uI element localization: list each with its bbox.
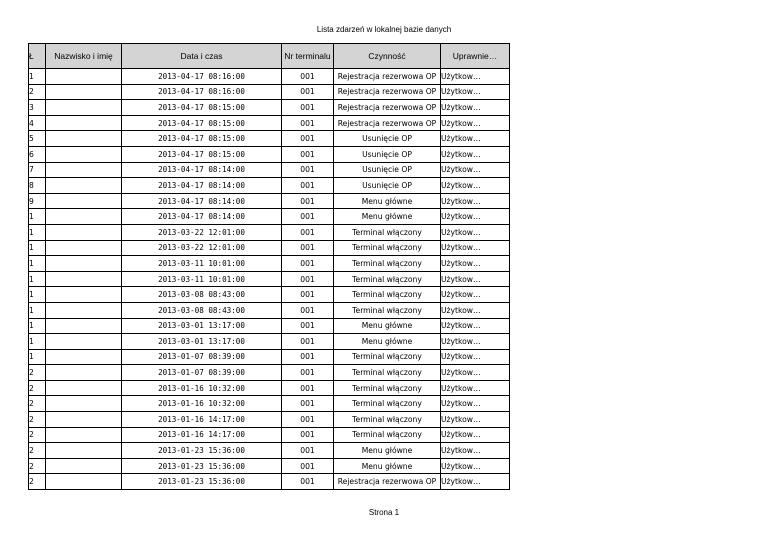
cell-permission: Użytkow…: [441, 458, 510, 474]
cell-id: 2: [29, 458, 46, 474]
cell-permission: Użytkow…: [441, 443, 510, 459]
cell-name: [46, 131, 122, 147]
cell-permission: Użytkow…: [441, 162, 510, 178]
column-header-datetime: Data i czas: [122, 44, 282, 69]
cell-action: Terminal włączony: [334, 349, 441, 365]
cell-terminal: 001: [282, 69, 334, 85]
table-row: [29, 209, 510, 225]
cell-datetime: 2013-04-17 08:15:00: [122, 131, 282, 147]
table-row: [29, 240, 510, 256]
cell-datetime: 2013-01-07 08:39:00: [122, 365, 282, 381]
cell-terminal: 001: [282, 365, 334, 381]
table-header-row: [29, 44, 510, 69]
cell-name: [46, 287, 122, 303]
cell-terminal: 001: [282, 334, 334, 350]
cell-name: [46, 318, 122, 334]
table-row: [29, 115, 510, 131]
events-table: [28, 43, 510, 490]
cell-name: [46, 115, 122, 131]
cell-action: Menu główne: [334, 209, 441, 225]
cell-name: [46, 224, 122, 240]
cell-permission: Użytkow…: [441, 146, 510, 162]
cell-permission: Użytkow…: [441, 178, 510, 194]
cell-datetime: 2013-04-17 08:15:00: [122, 100, 282, 116]
cell-datetime: 2013-04-17 08:15:00: [122, 146, 282, 162]
table-row: [29, 474, 510, 490]
cell-permission: Użytkow…: [441, 427, 510, 443]
table-row: [29, 443, 510, 459]
table-row: [29, 412, 510, 428]
cell-terminal: 001: [282, 178, 334, 194]
cell-name: [46, 474, 122, 490]
cell-id: 1: [29, 349, 46, 365]
cell-name: [46, 209, 122, 225]
cell-id: 5: [29, 131, 46, 147]
cell-action: Menu główne: [334, 193, 441, 209]
column-header-permission: Uprawnie…: [441, 44, 510, 69]
cell-name: [46, 443, 122, 459]
cell-name: [46, 240, 122, 256]
cell-terminal: 001: [282, 240, 334, 256]
cell-terminal: 001: [282, 318, 334, 334]
table-body: [29, 69, 510, 490]
cell-permission: Użytkow…: [441, 380, 510, 396]
column-header-id: Ł: [29, 44, 46, 69]
table-row: [29, 193, 510, 209]
cell-id: 2: [29, 380, 46, 396]
cell-datetime: 2013-01-16 10:32:00: [122, 380, 282, 396]
cell-action: Rejestracja rezerwowa OP: [334, 69, 441, 85]
table-row: [29, 380, 510, 396]
cell-action: Terminal włączony: [334, 240, 441, 256]
cell-action: Menu główne: [334, 443, 441, 459]
cell-permission: Użytkow…: [441, 69, 510, 85]
cell-datetime: 2013-03-22 12:01:00: [122, 224, 282, 240]
cell-permission: Użytkow…: [441, 256, 510, 272]
cell-id: 2: [29, 365, 46, 381]
cell-id: 1: [29, 240, 46, 256]
cell-action: Terminal włączony: [334, 287, 441, 303]
cell-permission: Użytkow…: [441, 100, 510, 116]
cell-datetime: 2013-03-08 08:43:00: [122, 302, 282, 318]
cell-permission: Użytkow…: [441, 84, 510, 100]
cell-permission: Użytkow…: [441, 271, 510, 287]
table-row: [29, 178, 510, 194]
cell-name: [46, 458, 122, 474]
cell-terminal: 001: [282, 193, 334, 209]
cell-datetime: 2013-04-17 08:14:00: [122, 209, 282, 225]
cell-action: Usunięcie OP: [334, 131, 441, 147]
cell-id: 1: [29, 334, 46, 350]
table-row: [29, 396, 510, 412]
table-row: [29, 365, 510, 381]
cell-action: Usunięcie OP: [334, 178, 441, 194]
cell-name: [46, 256, 122, 272]
cell-action: Terminal włączony: [334, 380, 441, 396]
cell-terminal: 001: [282, 146, 334, 162]
cell-id: 1: [29, 209, 46, 225]
cell-terminal: 001: [282, 349, 334, 365]
cell-terminal: 001: [282, 209, 334, 225]
table-row: [29, 100, 510, 116]
report-title: Lista zdarzeń w lokalnej bazie danych: [316, 25, 452, 34]
cell-name: [46, 193, 122, 209]
table-row: [29, 334, 510, 350]
table-row: [29, 146, 510, 162]
cell-permission: Użytkow…: [441, 334, 510, 350]
cell-datetime: 2013-03-11 10:01:00: [122, 271, 282, 287]
cell-id: 2: [29, 84, 46, 100]
cell-datetime: 2013-04-17 08:16:00: [122, 84, 282, 100]
table-row: [29, 318, 510, 334]
cell-datetime: 2013-01-16 14:17:00: [122, 427, 282, 443]
cell-permission: Użytkow…: [441, 302, 510, 318]
cell-name: [46, 146, 122, 162]
cell-terminal: 001: [282, 224, 334, 240]
cell-datetime: 2013-03-22 12:01:00: [122, 240, 282, 256]
cell-action: Menu główne: [334, 458, 441, 474]
cell-id: 8: [29, 178, 46, 194]
cell-name: [46, 427, 122, 443]
cell-permission: Użytkow…: [441, 131, 510, 147]
cell-terminal: 001: [282, 287, 334, 303]
cell-id: 6: [29, 146, 46, 162]
cell-action: Menu główne: [334, 334, 441, 350]
table-row: [29, 84, 510, 100]
cell-datetime: 2013-01-23 15:36:00: [122, 474, 282, 490]
table-row: [29, 349, 510, 365]
cell-action: Rejestracja rezerwowa OP: [334, 474, 441, 490]
cell-action: Terminal włączony: [334, 271, 441, 287]
cell-action: Terminal włączony: [334, 396, 441, 412]
cell-permission: Użytkow…: [441, 287, 510, 303]
cell-id: 3: [29, 100, 46, 116]
table-row: [29, 162, 510, 178]
cell-permission: Użytkow…: [441, 396, 510, 412]
cell-datetime: 2013-03-01 13:17:00: [122, 334, 282, 350]
table-row: [29, 256, 510, 272]
cell-name: [46, 396, 122, 412]
cell-name: [46, 412, 122, 428]
cell-id: 9: [29, 193, 46, 209]
cell-terminal: 001: [282, 458, 334, 474]
cell-name: [46, 178, 122, 194]
cell-permission: Użytkow…: [441, 474, 510, 490]
cell-terminal: 001: [282, 412, 334, 428]
column-header-name: Nazwisko i imię: [46, 44, 122, 69]
cell-name: [46, 271, 122, 287]
cell-id: 7: [29, 162, 46, 178]
cell-id: 1: [29, 69, 46, 85]
cell-datetime: 2013-01-16 14:17:00: [122, 412, 282, 428]
cell-terminal: 001: [282, 115, 334, 131]
cell-action: Terminal włączony: [334, 412, 441, 428]
cell-permission: Użytkow…: [441, 318, 510, 334]
table-row: [29, 271, 510, 287]
cell-id: 1: [29, 224, 46, 240]
table-row: [29, 302, 510, 318]
cell-id: 1: [29, 318, 46, 334]
column-header-action: Czynność: [334, 44, 441, 69]
cell-name: [46, 162, 122, 178]
cell-datetime: 2013-04-17 08:14:00: [122, 178, 282, 194]
cell-id: 2: [29, 396, 46, 412]
cell-permission: Użytkow…: [441, 224, 510, 240]
cell-action: Terminal włączony: [334, 365, 441, 381]
cell-action: Usunięcie OP: [334, 162, 441, 178]
table-row: [29, 287, 510, 303]
cell-id: 2: [29, 474, 46, 490]
cell-action: Rejestracja rezerwowa OP: [334, 115, 441, 131]
cell-id: 2: [29, 443, 46, 459]
cell-id: 1: [29, 302, 46, 318]
cell-name: [46, 334, 122, 350]
column-header-terminal: Nr terminalu: [282, 44, 334, 69]
cell-terminal: 001: [282, 84, 334, 100]
cell-terminal: 001: [282, 100, 334, 116]
cell-terminal: 001: [282, 380, 334, 396]
cell-id: 2: [29, 412, 46, 428]
cell-action: Terminal włączony: [334, 427, 441, 443]
table-row: [29, 427, 510, 443]
cell-permission: Użytkow…: [441, 349, 510, 365]
cell-datetime: 2013-01-07 08:39:00: [122, 349, 282, 365]
cell-permission: Użytkow…: [441, 193, 510, 209]
page-number: Strona 1: [368, 508, 400, 517]
table-row: [29, 458, 510, 474]
table-row: [29, 224, 510, 240]
cell-datetime: 2013-03-11 10:01:00: [122, 256, 282, 272]
cell-name: [46, 349, 122, 365]
cell-id: 4: [29, 115, 46, 131]
cell-terminal: 001: [282, 162, 334, 178]
cell-datetime: 2013-04-17 08:16:00: [122, 69, 282, 85]
cell-action: Usunięcie OP: [334, 146, 441, 162]
cell-terminal: 001: [282, 302, 334, 318]
cell-name: [46, 100, 122, 116]
cell-name: [46, 69, 122, 85]
cell-action: Terminal włączony: [334, 256, 441, 272]
cell-datetime: 2013-03-01 13:17:00: [122, 318, 282, 334]
cell-datetime: 2013-01-23 15:36:00: [122, 458, 282, 474]
cell-datetime: 2013-04-17 08:14:00: [122, 162, 282, 178]
cell-datetime: 2013-01-16 10:32:00: [122, 396, 282, 412]
cell-action: Terminal włączony: [334, 302, 441, 318]
cell-id: 1: [29, 271, 46, 287]
cell-datetime: 2013-03-08 08:43:00: [122, 287, 282, 303]
cell-permission: Użytkow…: [441, 412, 510, 428]
cell-action: Menu główne: [334, 318, 441, 334]
cell-action: Rejestracja rezerwowa OP: [334, 84, 441, 100]
table-row: [29, 131, 510, 147]
cell-name: [46, 302, 122, 318]
cell-permission: Użytkow…: [441, 115, 510, 131]
cell-permission: Użytkow…: [441, 365, 510, 381]
cell-terminal: 001: [282, 256, 334, 272]
cell-terminal: 001: [282, 474, 334, 490]
cell-name: [46, 84, 122, 100]
cell-terminal: 001: [282, 427, 334, 443]
cell-id: 2: [29, 427, 46, 443]
cell-terminal: 001: [282, 396, 334, 412]
cell-terminal: 001: [282, 131, 334, 147]
cell-action: Rejestracja rezerwowa OP: [334, 100, 441, 116]
cell-datetime: 2013-04-17 08:14:00: [122, 193, 282, 209]
cell-terminal: 001: [282, 271, 334, 287]
cell-action: Terminal włączony: [334, 224, 441, 240]
cell-datetime: 2013-04-17 08:15:00: [122, 115, 282, 131]
cell-datetime: 2013-01-23 15:36:00: [122, 443, 282, 459]
cell-id: 1: [29, 287, 46, 303]
cell-name: [46, 380, 122, 396]
cell-permission: Użytkow…: [441, 209, 510, 225]
cell-permission: Użytkow…: [441, 240, 510, 256]
cell-terminal: 001: [282, 443, 334, 459]
cell-id: 1: [29, 256, 46, 272]
cell-name: [46, 365, 122, 381]
table-row: [29, 69, 510, 85]
